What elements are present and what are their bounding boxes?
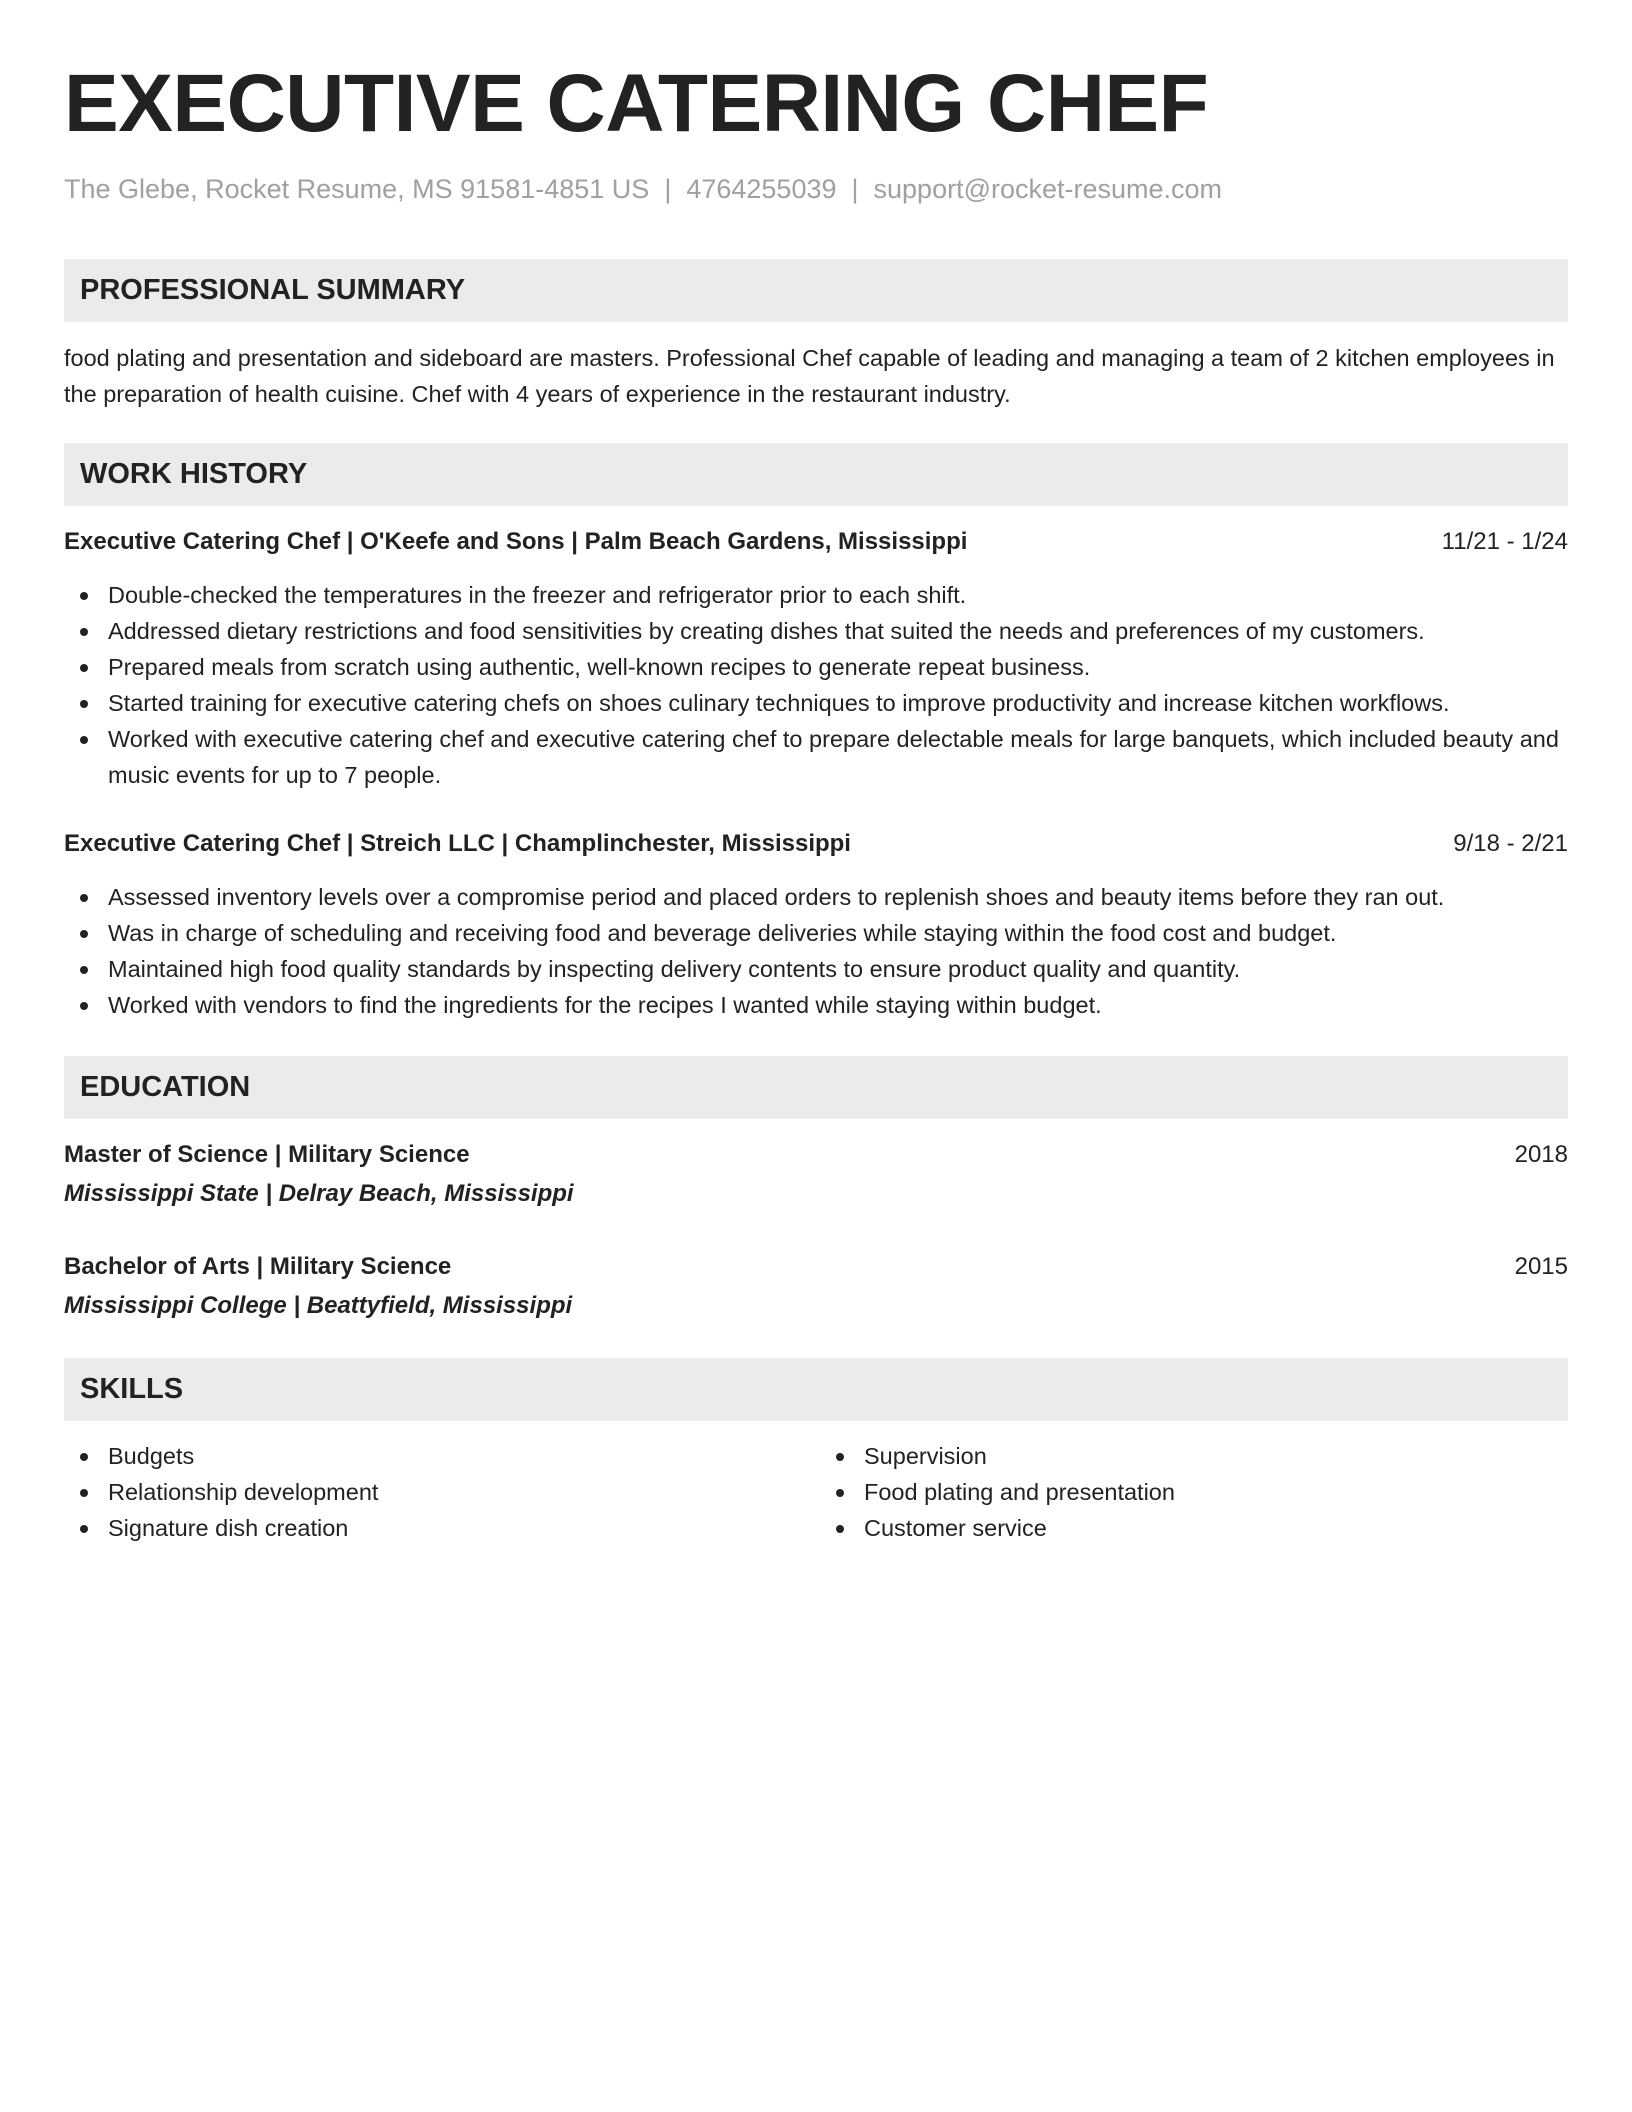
- skills-list-right: [816, 1438, 1568, 1546]
- work-history-section: [64, 443, 1568, 1023]
- skill-item: Budgets: [64, 1438, 816, 1474]
- skill-item: Supervision: [820, 1438, 1568, 1474]
- job-bullet: Double-checked the temperatures in the freezer and refrigerator prior to each shift.: [64, 577, 1568, 613]
- job-entry: [64, 524, 1568, 793]
- degree-year: 2015: [1514, 1253, 1568, 1280]
- job-bullet: Prepared meals from scratch using authentic, well-known recipes to generate repeat business.: [64, 649, 1568, 685]
- skill-item: Food plating and presentation: [820, 1474, 1568, 1510]
- job-header: [64, 826, 1568, 862]
- summary-section: [64, 259, 1568, 412]
- contact-phone: 4764255039: [686, 174, 837, 204]
- summary-text: food plating and presentation and sideboard are masters. Professional Chef capable of leading and managing a team of 2 kitchen employees in the preparation of health cuisine. Chef with 4 years of experience in the restaurant industry.: [64, 345, 1555, 407]
- job-bullet: Maintained high food quality standards by inspecting delivery contents to ensure product quality and quantity.: [64, 951, 1568, 987]
- degree-year: 2018: [1514, 1141, 1568, 1168]
- skill-item: Relationship development: [64, 1474, 816, 1510]
- school-name: Mississippi State | Delray Beach, Mississippi: [64, 1180, 574, 1207]
- skill-item: Customer service: [820, 1510, 1568, 1546]
- job-bullet: Was in charge of scheduling and receiving food and beverage deliveries while staying within the food cost and budget.: [64, 915, 1568, 951]
- job-dates: 11/21 - 1/24: [1441, 528, 1568, 555]
- education-entry: [64, 1249, 1568, 1324]
- education-section: [64, 1056, 1568, 1324]
- job-title: Executive Catering Chef | Streich LLC | Champlinchester, Mississippi: [64, 830, 851, 857]
- skill-item: Signature dish creation: [64, 1510, 816, 1546]
- job-entry: [64, 826, 1568, 1023]
- degree-header: [64, 1137, 1568, 1173]
- job-header: [64, 524, 1568, 560]
- contact-separator: |: [851, 174, 859, 204]
- section-heading-work-history: WORK HISTORY: [64, 443, 1568, 506]
- education-entry: [64, 1137, 1568, 1212]
- job-bullet-list: [64, 879, 1568, 1023]
- degree-title: Master of Science | Military Science: [64, 1141, 470, 1168]
- contact-line: [64, 172, 1568, 206]
- skills-grid: [64, 1438, 1568, 1546]
- job-bullet: Worked with vendors to find the ingredients for the recipes I wanted while staying within budget.: [64, 987, 1568, 1023]
- job-bullet: Worked with executive catering chef and executive catering chef to prepare delectable meals for large banquets, which included beauty and music events for up to 7 people.: [64, 721, 1568, 793]
- degree-title: Bachelor of Arts | Military Science: [64, 1253, 452, 1280]
- skills-list-left: [64, 1438, 816, 1546]
- section-heading-skills: SKILLS: [64, 1358, 1568, 1421]
- job-bullet: Addressed dietary restrictions and food sensitivities by creating dishes that suited the needs and preferences of my customers.: [64, 613, 1568, 649]
- degree-header: [64, 1249, 1568, 1285]
- section-heading-summary: PROFESSIONAL SUMMARY: [64, 259, 1568, 322]
- resume-name: EXECUTIVE CATERING CHEF: [64, 58, 1209, 149]
- school-name: Mississippi College | Beattyfield, Mississippi: [64, 1292, 573, 1319]
- job-bullet: Started training for executive catering chefs on shoes culinary techniques to improve productivity and increase kitchen workflows.: [64, 685, 1568, 721]
- contact-address: The Glebe, Rocket Resume, MS 91581-4851 US: [64, 174, 650, 204]
- job-title: Executive Catering Chef | O'Keefe and Sons | Palm Beach Gardens, Mississippi: [64, 528, 968, 555]
- job-dates: 9/18 - 2/21: [1453, 830, 1568, 857]
- contact-email: support@rocket-resume.com: [873, 174, 1223, 204]
- skills-section: [64, 1358, 1568, 1546]
- job-bullet-list: [64, 577, 1568, 793]
- section-heading-education: EDUCATION: [64, 1056, 1568, 1119]
- job-bullet: Assessed inventory levels over a compromise period and placed orders to replenish shoes and beauty items before they ran out.: [64, 879, 1568, 915]
- contact-separator: |: [664, 174, 672, 204]
